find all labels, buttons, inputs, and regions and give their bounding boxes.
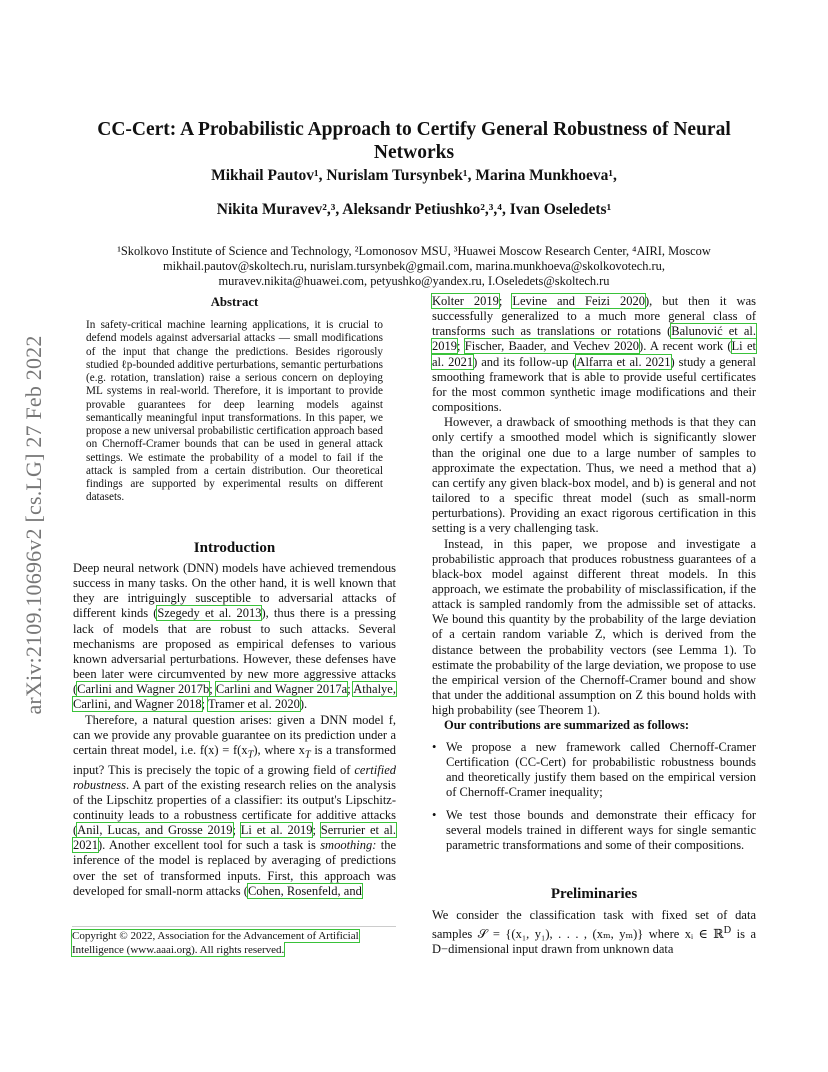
- preliminaries-body: [432, 908, 756, 958]
- introduction-body: [73, 561, 396, 899]
- text: Deep neural network (DNN) models have achieved tremendous success in many tasks. On the other hand, it is well known that they are intriguingly susceptible to adversarial attacks of different kinds (: [73, 561, 396, 621]
- introduction-heading: Introduction: [193, 540, 276, 556]
- paragraph: However, a drawback of smoothing methods is that they can only certify a smoothed model which is significantly slower than the original one due to a large number of samples to approximate the expectation. Thus, we need a method that a) can certify any given black-box model, and b) is general and not tailored to a specific threat model (such as small-norm perturbations). Providing an exact rigorous certification in this setting is a very challenging task.: [432, 415, 756, 536]
- citation-link[interactable]: Fischer, Baader, and Vechev 2020: [464, 339, 640, 354]
- citation-link[interactable]: Tramer et al. 2020: [207, 697, 300, 712]
- text: Therefore, a natural question arises: given a DNN model f, can we provide any provable guarantee on its prediction under a certain threat model, i.e. f(x) = f(x: [73, 712, 396, 757]
- contributions-heading: Our contributions are summarized as follows:: [444, 718, 690, 733]
- text: is a D−dimensional input drawn from unknown data: [432, 927, 757, 957]
- text: the inference of the model is replaced by averaging of predictions over the set of transformed inputs. First, this approach was developed for small-norm attacks (: [73, 838, 396, 898]
- text: ) study a general smoothing framework that is able to provide useful certificates for the most common synthetic image modifications and their compositions.: [432, 354, 756, 415]
- emphasis: smoothing:: [320, 838, 377, 853]
- citation-link[interactable]: Cohen, Rosenfeld, and: [247, 883, 362, 898]
- list-item: [432, 740, 756, 801]
- paragraph: Instead, in this paper, we propose and investigate a probabilistic approach that produces robustness guarantees of a black-box model against different threat models. In this approach, we estimate the probability of misclassification, if the attack is sampled randomly from the admissible set of attacks. We bound this quantity by the probability of the large deviation of a certain random variable Z, which is derived from the distance between the probability vectors (see Lemma 1). To estimate the probability of the large deviation, we propose to use the empirical version of the Chernoff-Cramer bound and show that under the additional assumption on Z this bound holds with high probability (see Theorem 1).: [432, 536, 756, 718]
- list-item: [432, 808, 756, 853]
- affiliation-line: ¹Skolkovo Institute of Science and Technology, ²Lomonosov MSU, ³Huawei Moscow Research Center, ⁴AIRI, Moscow: [117, 244, 711, 258]
- text: ), thus there is a pressing lack of models that are robust to such attacks. Several mechanisms are proposed as empirical defenses to various known adversarial perturbations. However, these defenses have been later were circumvented by new more aggressive attacks (: [73, 606, 397, 697]
- bullet-icon: •: [432, 808, 437, 823]
- authors-line-1: Mikhail Pautov¹, Nurislam Tursynbek¹, Marina Munkhoeva¹,: [211, 167, 617, 184]
- text: ). A recent work (: [639, 339, 732, 354]
- citation-link[interactable]: Balunović et al. 2019: [432, 324, 757, 354]
- list-item-text: We propose a new framework called Chernoff-Cramer Certification (CC-Cert) for probabilistic robustness bounds and theoretically justify them based on the empirical version of Chernoff-Cramer inequality;: [446, 739, 756, 799]
- citation-link[interactable]: Kolter 2019: [432, 294, 499, 308]
- paragraph: Therefore, a natural question arises: given a DNN model f, can we provide any provable guarantee on its prediction under a certain threat model, i.e. $f(x) = f(x_T)$, where $x_T$ is a transformed input? This is precisely the topic of a growing field of certified robustness. A part of the existing research relies on the analysis of the Lipschitz properties of a classifier: its output's Lipschitz-continuity leads to a robustness certificate for additive attacks (Anil, Lucas, and Grosse 2019; Li et al. 2019; Serrurier et al. 2021). Another excellent tool for such a task is smoothing: the inference of the model is replaced by averaging of predictions over the set of transformed inputs. First, this approach was developed for small-norm attacks (Cohen, Rosenfeld, and: [73, 712, 396, 898]
- paragraph: [432, 908, 756, 958]
- subscript: T: [304, 749, 311, 761]
- list-item-text: We test those bounds and demonstrate their efficacy for several models trained in different ways for single semantic parametric transformations and some of their compositions.: [446, 808, 756, 853]
- preliminaries-heading: Preliminaries: [550, 886, 638, 902]
- text: . A part of the existing research relies on the analysis of the Lipschitz properties of a classifier: its output's Lipschitz-continuity leads to a robustness certificate for additive attacks (: [73, 777, 396, 838]
- citation-link[interactable]: Li et al. 2021: [432, 339, 756, 369]
- citation-link[interactable]: Athalye, Carlini, and Wagner 2018: [73, 682, 396, 712]
- text: ). Another excellent tool for such a task is: [98, 838, 321, 853]
- abstract-body: In safety-critical machine learning applications, it is crucial to defend models against adversarial attacks — small modifications of the input that change the predictions. Besides rigorously studied ℓp-bounded additive perturbations, semantic perturbations (e.g. rotation, translation) raise a serious concern on deploying ML systems in real-world. Therefore, it is important to provide provable guarantees for deep learning models against semantically meaningful input transformations. In this paper, we propose a new universal probabilistic certification approach based on Chernoff-Cramer bounds that can be used in general attack settings. We estimate the probability of a model to fail if the attack is sampled from a certain distribution. Our theoretical findings are supported by experimental results on different datasets.: [86, 319, 383, 504]
- superscript: D: [723, 925, 732, 937]
- citation-link[interactable]: Carlini and Wagner 2017a: [215, 682, 348, 697]
- citation-link[interactable]: Serrurier et al. 2021: [73, 823, 396, 853]
- abstract-heading: Abstract: [210, 295, 259, 309]
- emphasis: certified robustness: [73, 762, 396, 792]
- citation-link[interactable]: Alfarra et al. 2021: [576, 354, 671, 369]
- right-column-body: [432, 294, 756, 862]
- paragraph: Kolter 2019; Levine and Feizi 2020), but then it was successfully generalized to a much more general class of transforms such as translations or rotations (Balunović et al. 2019; Fischer, Baader, and Vechev 2020). A recent work (Li et al. 2021) and its follow-up (Alfarra et al. 2021) study a general smoothing framework that is able to provide useful certificates for the most common synthetic image modifications and their compositions.: [432, 294, 757, 415]
- contributions-list: [432, 740, 756, 854]
- arxiv-stamp: [22, 290, 46, 760]
- copyright-link[interactable]: Copyright © 2022, Association for the Advancement of Artificial Intelligence (www.aaai.org). All rights reserved.: [72, 930, 359, 956]
- email-line: mikhail.pautov@skoltech.ru, nurislam.tursynbek@gmail.com, marina.munkhoeva@skolkovotech.ru,: [163, 259, 665, 274]
- arxiv-id: arXiv:2109.10696v2 [cs.LG] 27 Feb 2022: [21, 335, 46, 715]
- text: ), where x: [253, 742, 305, 757]
- subscript: T: [247, 749, 254, 761]
- text: ) and its follow-up (: [473, 354, 577, 369]
- text: is a transformed input? This is precisely the topic of a growing field of: [73, 742, 396, 777]
- citation-link[interactable]: Szegedy et al. 2013: [157, 606, 262, 621]
- citation-link[interactable]: Carlini and Wagner 2017b: [77, 682, 210, 697]
- text: We consider the classification task with fixed set of data samples 𝒮 = {(x₁, y₁), . . . , (xₘ, yₘ)} where xᵢ ∈ ℝ: [432, 908, 756, 942]
- copyright-notice: [72, 926, 396, 957]
- paragraph: Deep neural network (DNN) models have achieved tremendous success in many tasks. On the other hand, it is well known that they are intriguingly susceptible to adversarial attacks of different kinds (Szegedy et al. 2013), thus there is a pressing lack of models that are robust to such attacks. Several mechanisms are proposed as empirical defenses to various known adversarial perturbations. However, these defenses have been later were circumvented by new more aggressive attacks (Carlini and Wagner 2017b; Carlini and Wagner 2017a; Athalye, Carlini, and Wagner 2018; Tramer et al. 2020).: [73, 561, 397, 712]
- paper-title: CC-Cert: A Probabilistic Approach to Certify General Robustness of Neural Networks: [97, 119, 731, 163]
- citation-link[interactable]: Li et al. 2019: [240, 823, 313, 838]
- email-line: muravev.nikita@huawei.com, petyushko@yandex.ru, I.Oseledets@skoltech.ru: [218, 274, 610, 289]
- authors-line-2: Nikita Muravev²,³, Aleksandr Petiushko²,³,⁴, Ivan Oseledets¹: [216, 201, 612, 218]
- affiliations: [60, 244, 768, 290]
- citation-link[interactable]: Anil, Lucas, and Grosse 2019: [77, 823, 233, 838]
- bullet-icon: •: [432, 739, 437, 754]
- citation-link[interactable]: Levine and Feizi 2020: [512, 294, 645, 308]
- text: ), but then it was successfully generalized to a much more general class of transforms such as translations or rotations (: [432, 294, 756, 339]
